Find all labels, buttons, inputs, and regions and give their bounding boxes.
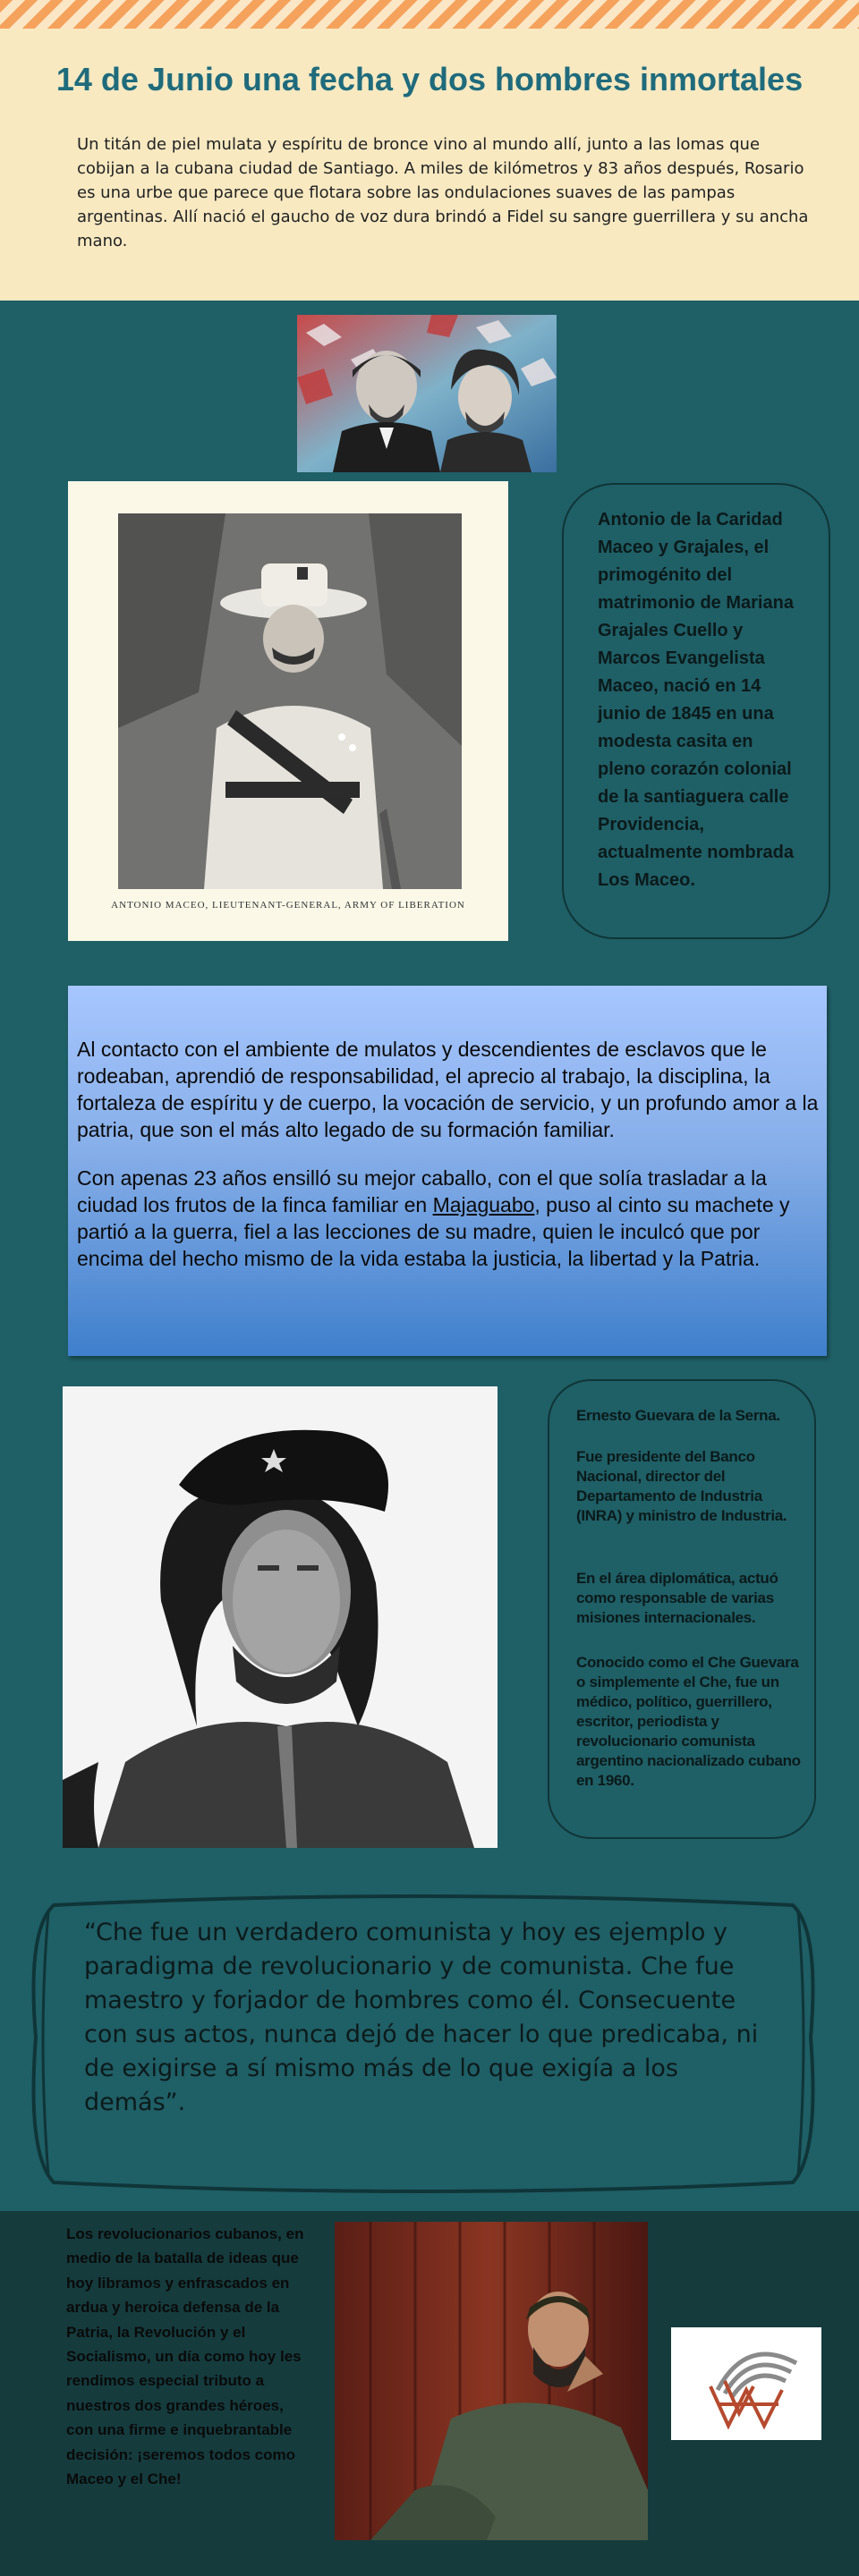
che-bio-paragraph-1: Fue presidente del Banco Nacional, director del Departamento de Industria (INRA) y ministro de Industria.	[576, 1448, 787, 1524]
institution-logo-icon	[671, 2327, 821, 2440]
maceo-portrait-image	[118, 513, 462, 889]
paragraph-text: , puso al cinto su machete y partió a la guerra, fiel a las lecciones de su madre, quien le inculcó que por encima del hecho mismo de la vida estaba la justicia, la libertad y la Patria.	[77, 1193, 790, 1270]
maceo-photo-caption: ANTONIO MACEO, LIEUTENANT-GENERAL, ARMY OF LIBERATION	[111, 900, 465, 911]
closing-tribute-text: Los revolucionarios cubanos, en medio de la batalla de ideas que hoy libramos y enfrascados en ardua y heroica defensa de la Patria, la Revolución y el Socialismo, un día como hoy les rendimos especial tributo a nuestros dos grandes héroes, con una firme e inquebrantable decisión: ¡seremos todos como Maceo y el Che!	[66, 2225, 304, 2488]
che-quote: “Che fue un verdadero comunista y hoy es ejemplo y paradigma de revolucionario y de comunista. Che fue maestro y forjador de hombres como él. Consecuente con sus actos, nunca dejó de hacer lo que predicaba, ni de exigirse a sí mismo más de lo que exigía a los demás”.	[84, 1919, 759, 2116]
paragraph-text: Con apenas 23 años ensilló su mejor caballo, con el que solía trasladar a la ciudad los frutos de la finca familiar en	[77, 1166, 767, 1216]
che-name: Ernesto Guevara de la Serna.	[576, 1407, 780, 1424]
page-title: 14 de Junio una fecha y dos hombres inmortales	[55, 61, 804, 97]
maceo-history-box	[68, 986, 827, 1356]
decorative-stripe-band	[0, 0, 859, 29]
maceo-bio-text: Antonio de la Caridad Maceo y Grajales, el primogénito del matrimonio de Mariana Grajales Cuello y Marcos Evangelista Maceo, nació en 14 junio de 1845 en una modesta casita en pleno corazón colonial de la santiaguera calle Providencia, actualmente nombrada Los Maceo.	[598, 510, 794, 890]
portraits-banner-icon	[297, 315, 557, 472]
maceo-photo-card	[68, 481, 508, 941]
intro-paragraph: Un titán de piel mulata y espíritu de bronce vino al mundo allí, junto a las lomas que cobijan a la cubana ciudad de Santiago. A miles de kilómetros y 83 años después, Rosario es una urbe que parece que flotara sobre las ondulaciones suaves de las pampas argentinas. Allí nació el gaucho de voz dura brindó a Fidel su sangre guerrillera y su ancha mano.	[77, 135, 809, 250]
majaguabo-link[interactable]: Majaguabo	[432, 1193, 535, 1216]
che-portrait-image	[63, 1386, 498, 1848]
maceo-history-paragraph-1: Al contacto con el ambiente de mulatos y descendientes de esclavos que le rodeaban, aprendió de responsabilidad, el aprecio al trabajo, la disciplina, la fortaleza de espíritu y de cuerpo, la vocación de servicio, y un profundo amor a la patria, que son el más alto legado de su formación familiar.	[77, 1038, 819, 1141]
che-bio-paragraph-2: En el área diplomática, actuó como responsable de varias misiones internacionales.	[576, 1570, 778, 1626]
maceo-history-paragraph-2	[77, 1165, 820, 1272]
che-bio-paragraph-3: Conocido como el Che Guevara o simplemente el Che, fue un médico, político, guerrillero, escritor, periodista y revolucionario comunista argentino nacionalizado cubano en 1960.	[576, 1654, 801, 1789]
maceo-bio-bubble	[562, 483, 830, 939]
che-bio-bubble	[548, 1379, 816, 1839]
fidel-portrait-image	[335, 2222, 648, 2540]
